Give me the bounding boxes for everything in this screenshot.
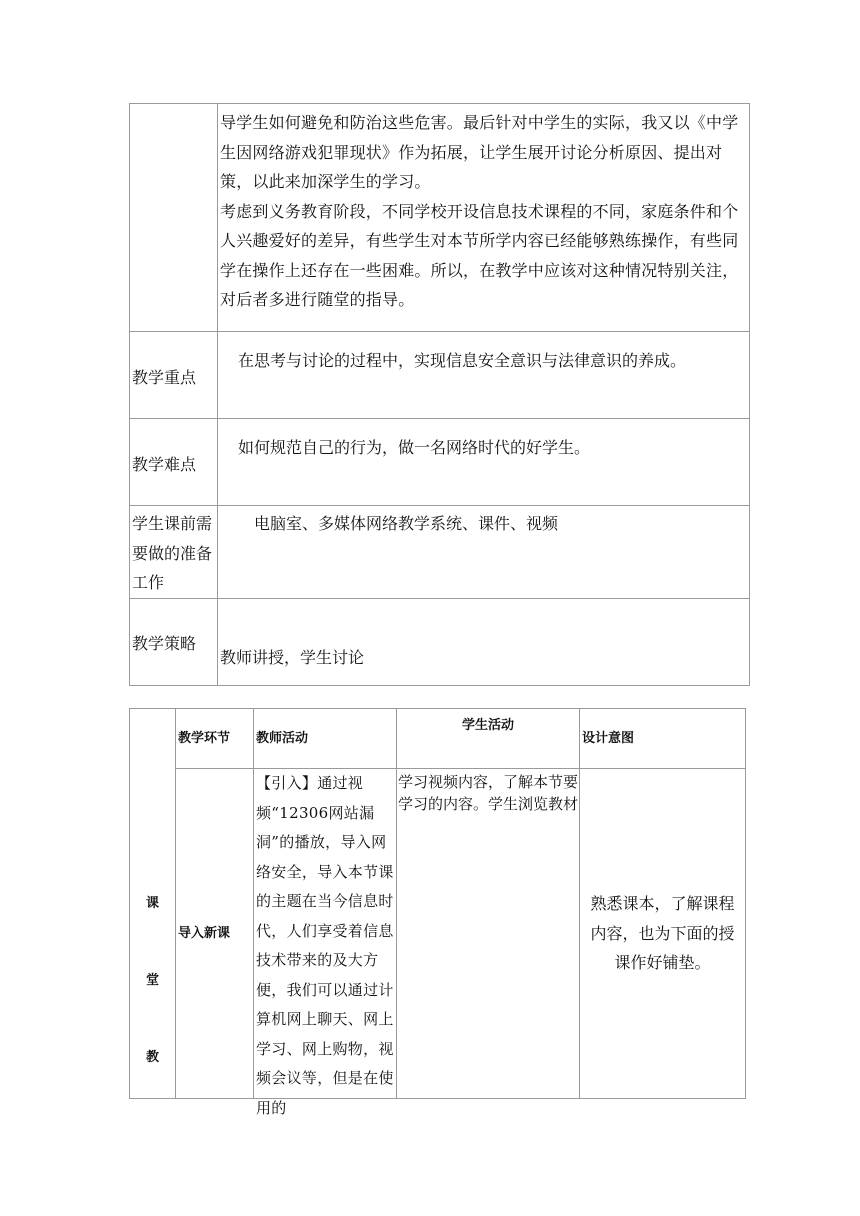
side-char-2: 堂 [145, 973, 159, 988]
teacher-activity-text: 【引入】通过视频“12306网站漏洞”的播放，导入网络安全，导入本节课的主题在当今信息时代，人们享受着信息技术带来的及大方便，我们可以通过计算机网上聊天、网上学习、网上购物，视频会议等，但是在使用的 [256, 774, 394, 1117]
key-points-label: 教学重点 [132, 368, 197, 387]
key-points-cell [218, 332, 750, 419]
side-label-cell [130, 709, 176, 1099]
table-row [130, 332, 750, 419]
difficulties-label: 教学难点 [132, 455, 197, 474]
analysis-paragraph-1: 导学生如何避免和防治这些危害。最后针对中学生的实际，我又以《中学生因网络游戏犯罪现状》作为拓展，让学生展开讨论分析原因、提出对策，以此来加深学生的学习。 [220, 113, 739, 191]
teacher-activity-cell [254, 769, 397, 1117]
stage-cell [176, 769, 254, 1099]
header-stage [176, 709, 254, 769]
key-points-text: 在思考与讨论的过程中，实现信息安全意识与法律意识的养成。 [238, 351, 687, 370]
strategy-label: 教学策略 [132, 633, 197, 653]
design-intent-cell [580, 769, 746, 1099]
table-header-row [130, 709, 746, 769]
stage-label: 导入新课 [178, 926, 231, 942]
row-label-difficulties [130, 419, 218, 506]
header-student-label: 学生活动 [461, 718, 514, 733]
table-row [130, 419, 750, 506]
side-char-1: 课 [145, 896, 159, 911]
student-activity-text: 学习视频内容，了解本节要学习的内容。学生浏览教材 [398, 773, 579, 813]
header-teacher [254, 709, 397, 769]
strategy-cell [218, 598, 750, 685]
row-label-strategy [130, 598, 218, 685]
table-row [130, 506, 750, 599]
header-intent [580, 709, 746, 769]
lesson-plan-table [129, 103, 750, 686]
preparation-text: 电脑室、多媒体网络教学系统、课件、视频 [254, 514, 559, 533]
table-row [130, 598, 750, 685]
row-label-preparation [130, 506, 218, 599]
row-label-empty [130, 104, 218, 332]
preparation-label: 学生课前需要做的准备工作 [132, 514, 213, 592]
preparation-cell [218, 506, 750, 599]
header-stage-label: 教学环节 [178, 731, 231, 747]
teaching-process-table [129, 708, 746, 1117]
difficulties-text: 如何规范自己的行为，做一名网络时代的好学生。 [238, 438, 591, 457]
header-student [397, 709, 580, 769]
difficulties-cell [218, 419, 750, 506]
side-char-3: 教 [145, 1050, 159, 1065]
table-row [130, 104, 750, 332]
strategy-text: 教师讲授，学生讨论 [220, 647, 365, 667]
row-label-key-points [130, 332, 218, 419]
design-intent-text: 熟悉课本，了解课程内容，也为下面的授课作好铺垫。 [590, 894, 735, 973]
analysis-cell [218, 104, 750, 332]
analysis-paragraph-2: 考虑到义务教育阶段，不同学校开设信息技术课程的不同，家庭条件和个人兴趣爱好的差异，有些学生对本节所学内容已经能够熟练操作，有些同学在操作上还存在一些困难。所以，在教学中应该对这种情况特别关注，对后者多进行随堂的指导。 [220, 201, 739, 309]
table-row [130, 769, 746, 1099]
student-activity-cell [397, 769, 580, 1099]
header-teacher-label: 教师活动 [256, 731, 309, 747]
header-intent-label: 设计意图 [582, 731, 635, 747]
